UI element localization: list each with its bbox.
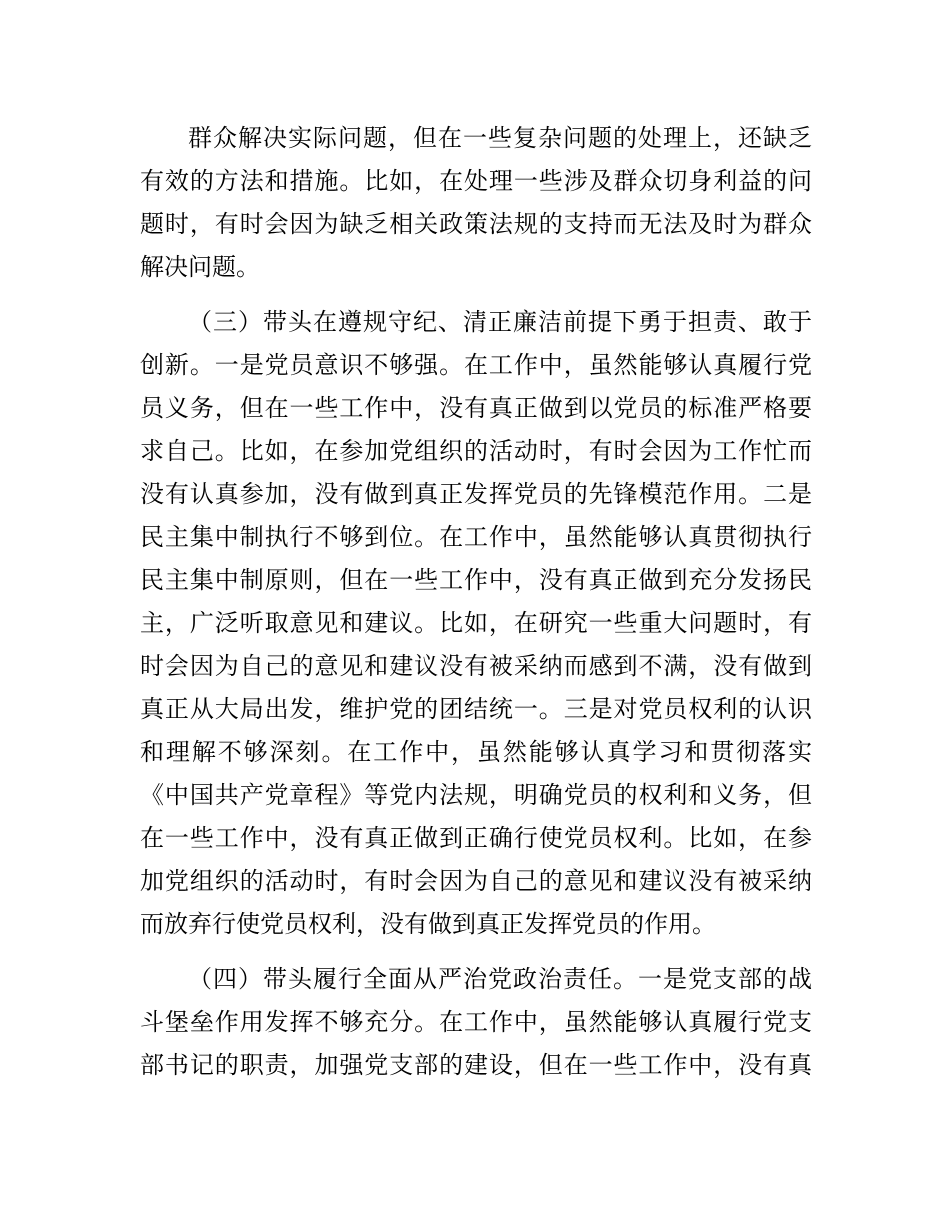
- text-line: 部书记的职责，加强党支部的建设，但在一些工作中，没有真: [140, 1051, 812, 1079]
- text-line: 主，广泛听取意见和建议。比如，在研究一些重大问题时，有: [140, 609, 812, 637]
- text-line: 在一些工作中，没有真正做到正确行使党员权利。比如，在参: [140, 824, 812, 852]
- text-line: （四）带头履行全面从严治党政治责任。一是党支部的战: [188, 965, 812, 993]
- text-line: 求自己。比如，在参加党组织的活动时，有时会因为工作忙而: [140, 437, 812, 465]
- text-line: 解决问题。: [140, 253, 260, 281]
- text-line: 题时，有时会因为缺乏相关政策法规的支持而无法及时为群众: [140, 210, 812, 238]
- text-line: 《中国共产党章程》等党内法规，明确党员的权利和义务，但: [140, 781, 812, 809]
- text-line: 而放弃行使党员权利，没有做到真正发挥党员的作用。: [140, 910, 716, 938]
- text-line: 时会因为自己的意见和建议没有被采纳而感到不满，没有做到: [140, 652, 812, 680]
- text-line: 没有认真参加，没有做到真正发挥党员的先锋模范作用。二是: [140, 480, 812, 508]
- text-line: 创新。一是党员意识不够强。在工作中，虽然能够认真履行党: [140, 351, 812, 379]
- text-line: （三）带头在遵规守纪、清正廉洁前提下勇于担责、敢于: [188, 308, 812, 336]
- text-line: 员义务，但在一些工作中，没有真正做到以党员的标准严格要: [140, 394, 812, 422]
- text-line: 真正从大局出发，维护党的团结统一。三是对党员权利的认识: [140, 695, 812, 723]
- text-line: 有效的方法和措施。比如，在处理一些涉及群众切身利益的问: [140, 167, 812, 195]
- text-line: 和理解不够深刻。在工作中，虽然能够认真学习和贯彻落实: [140, 738, 812, 766]
- text-line: 群众解决实际问题，但在一些复杂问题的处理上，还缺乏: [188, 124, 812, 152]
- text-line: 斗堡垒作用发挥不够充分。在工作中，虽然能够认真履行党支: [140, 1008, 812, 1036]
- text-line: 民主集中制执行不够到位。在工作中，虽然能够认真贯彻执行: [140, 523, 812, 551]
- text-line: 民主集中制原则，但在一些工作中，没有真正做到充分发扬民: [140, 566, 812, 594]
- text-line: 加党组织的活动时，有时会因为自己的意见和建议没有被采纳: [140, 867, 812, 895]
